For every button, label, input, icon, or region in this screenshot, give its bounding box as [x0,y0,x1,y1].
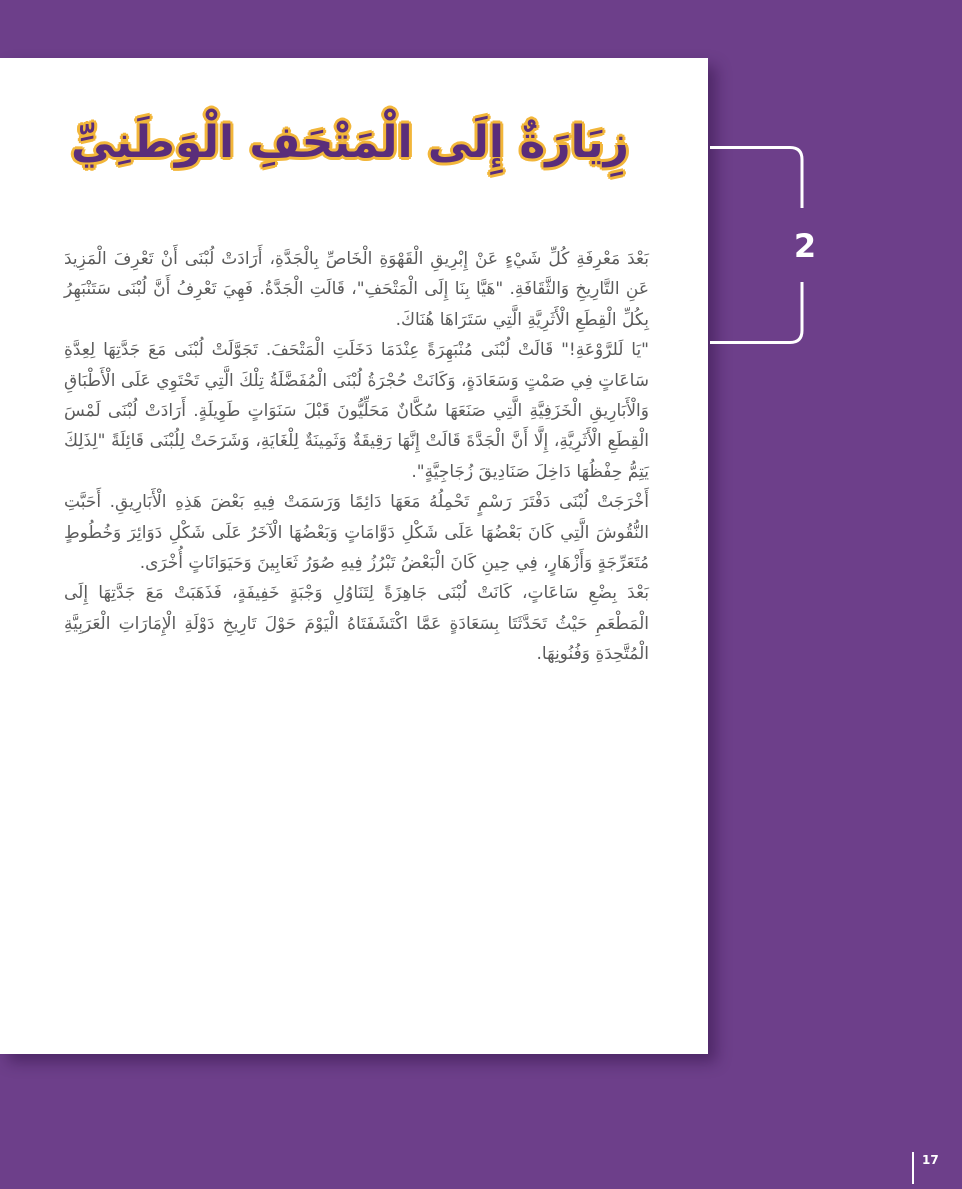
page-number-divider [912,1152,914,1184]
paragraph-4: بَعْدَ بِضْعِ سَاعَاتٍ، كَانَتْ لُبْنَى جَاهِزَةً لِتَنَاوُلِ وَجْبَةٍ خَفِيفَةٍ، فَذَهَبَتْ مَعَ جَدَّتِهَا إِلَى الْمَطْعَمِ حَيْثُ تَحَدَّثَتَا بِسَعَادَةٍ عَمَّا اكْتَشَفَتَاهُ الْيَوْمَ حَوْلَ تَارِيخِ دَوْلَةِ الْإِمَارَاتِ الْعَرَبِيَّةِ الْمُتَّحِدَةِ وَفُنُونِهَا. [64,583,649,665]
paragraph-1: بَعْدَ مَعْرِفَةِ كُلِّ شَيْءٍ عَنْ إِبْرِيقِ الْقَهْوَةِ الْخَاصِّ بِالْجَدَّةِ، أَرَادَتْ لُبْنَى أَنْ تَعْرِفَ الْمَزِيدَ عَنِ التَّارِيخِ وَالثَّقَافَةِ. "هَيَّا بِنَا إِلَى الْمَتْحَفِ"، قَالَتِ الْجَدَّةُ. فَهِيَ تَعْرِفُ أَنَّ لُبْنَى سَتَنْبَهِرُ بِكُلِّ الْقِطَعِ الْأَثَرِيَّةِ الَّتِي سَتَرَاهَا هُنَاكَ. [64,249,649,330]
chapter-number: 2 [793,227,817,265]
paragraph-2: "يَا لَلرَّوْعَةِ!" قَالَتْ لُبْنَى مُنْبَهِرَةً عِنْدَمَا دَخَلَتِ الْمَتْحَفَ. تَجَوَّلَتْ لُبْنَى مَعَ جَدَّتِهَا لِعِدَّةِ سَاعَاتٍ فِي صَمْتٍ وَسَعَادَةٍ، وَكَانَتْ حُجْرَةُ لُبْنَى الْمُفَضَّلَةُ تِلْكَ الَّتِي تَحْتَوِي عَلَى الْأَطْبَاقِ وَالْأَبَارِيقِ الْخَزَفِيَّةِ الَّتِي صَنَعَهَا سُكَّانٌ مَحَلِّيُّونَ قَبْلَ سَنَوَاتٍ طَوِيلَةٍ. أَرَادَتْ لُبْنَى لَمْسَ الْقِطَعِ الْأَثَرِيَّةِ، إِلَّا أَنَّ الْجَدَّةَ قَالَتْ إِنَّهَا رَقِيقَةٌ وَثَمِينَةٌ لِلْغَايَةِ، وَشَرَحَتْ لِلُبْنَى قَائِلَةً "لِذَلِكَ يَتِمُّ حِفْظُهَا دَاخِلَ صَنَادِيقَ زُجَاجِيَّةٍ". [64,340,649,482]
page-number: 17 [922,1153,939,1167]
story-text [64,244,649,670]
page-title: زِيَارَةٌ إِلَى الْمَتْحَفِ الْوَطَنِيِّ [70,117,630,168]
paragraph-3: أَخْرَجَتْ لُبْنَى دَفْتَرَ رَسْمٍ تَحْمِلُهُ مَعَهَا دَائِمًا وَرَسَمَتْ فِيهِ بَعْضَ هَذِهِ الْأَبَارِيقِ. أَحَبَّتِ النُّقُوشَ الَّتِي كَانَ بَعْضُهَا عَلَى شَكْلِ دَوَّامَاتٍ وَبَعْضُهَا الْآخَرُ عَلَى شَكْلِ دَوَائِرَ وَخُطُوطٍ مُتَعَرِّجَةٍ وَأَزْهَارٍ، فِي حِينِ كَانَ الْبَعْضُ تَبْرُزُ فِيهِ صُوَرُ ثَعَابِينَ وَحَيَوَانَاتٍ أُخْرَى. [64,492,649,574]
